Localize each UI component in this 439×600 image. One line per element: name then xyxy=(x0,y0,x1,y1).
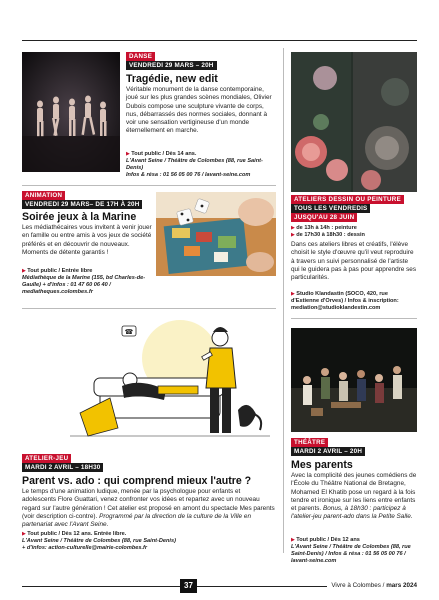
family-illustration xyxy=(70,318,270,448)
event-info-danse: ▶ Tout public / Dès 14 ans. L'Avant Seine / Théâtre de Colombes (88, rue Saint-Denis) Infos & résa : 01 56 05 00 76 / lavant-seine.com xyxy=(126,151,263,178)
magazine-issue: Vivre à Colombes / mars 2024 xyxy=(327,579,417,593)
section-separator xyxy=(22,185,276,186)
event-body-animation: Les médiathécaires vous invitent à venir jouer en famille ou entre amis à vos jeux de société préférés et en découvrir de nouveaux. Moments de détente garantis ! xyxy=(22,224,152,256)
triangle-bullet-icon: ▶ xyxy=(126,151,132,157)
section-separator xyxy=(22,308,276,309)
dance-photo xyxy=(22,52,120,172)
theatre-photo xyxy=(291,328,417,432)
date-bar-theatre: MARDI 2 AVRIL – 20H xyxy=(291,447,365,456)
page-number: 37 xyxy=(180,579,197,593)
event-body-danse: Véritable monument de la danse contemporaine, joué sur les plus grandes scènes mondiales, Olivier Dubois compose une sculpture vivante de corps, nus, débarrassés des normes sociales, donnant à voir une sensation vertigineuse d'un monde éternellement en marche. xyxy=(126,86,272,135)
event-title-danse: Tragédie, new edit xyxy=(126,73,218,85)
triangle-bullet-icon: ▶ xyxy=(291,232,297,238)
triangle-bullet-icon: ▶ xyxy=(22,531,28,537)
schedule-bar-weekly: TOUS LES VENDREDIS xyxy=(291,204,370,213)
column-divider xyxy=(283,48,284,553)
event-info-atelier-jeu: ▶ Tout public / Dès 12 ans. Entrée libre. L'Avant Seine / Théâtre de Colombes (88, rue Saint-Denis) + d'infos: action-culturelle@mairie-colombes.fr xyxy=(22,531,176,551)
atelier-times: ▶ de 13h à 14h : peinture ▶ de 17h30 à 18h30 : dessin xyxy=(291,225,365,238)
event-body-theatre: Avec la complicité des jeunes comédiens de l'École du Théâtre National de Bretagne, Mohamed El Khatib pose un regard à la fois tendre et ironique sur les liens entre enfants et parents. Bonus, à 18h30 : participez à l'atelier-jeu parent-ado dans la Petite Salle. xyxy=(291,472,417,521)
event-body-atelier-jeu: Le temps d'une animation ludique, menée par la psychologue pour enfants et adolescents Flore Guattari, venez confronter vos idées et repartez avec un nouveau regard sur l'autre génération ! Cet atelier est proposé en amont du spectacle Mes parents (voir description ci-contre). Programmé par la direction de la culture de la Ville en partenariat avec l'Avant Seine. xyxy=(22,488,275,529)
painting-artwork xyxy=(291,52,417,192)
event-info-theatre: ▶ Tout public / Dès 12 ans L'Avant Seine / Théâtre de Colombes (88, rue Saint-Denis) / Infos & résa : 01 56 05 00 76 / lavant-seine.com xyxy=(291,537,411,564)
triangle-bullet-icon: ▶ xyxy=(291,537,297,543)
event-info-ateliers: ▶ Studio Klandastin (SOCO, 420, rue d'Estienne d'Orves) / Infos & inscription: mediation@studioklandestin.com xyxy=(291,291,399,311)
schedule-bar-until: JUSQU'AU 28 JUIN xyxy=(291,213,357,222)
event-info-animation: ▶ Tout public / Entrée libre Médiathèque de la Marine (155, bd Charles-de-Gaulle) + d'infos : 01 47 60 06 40 / mediatheques.colombes.fr xyxy=(22,268,146,295)
triangle-bullet-icon: ▶ xyxy=(22,268,28,274)
top-rule xyxy=(22,40,417,41)
event-title-theatre: Mes parents xyxy=(291,459,353,471)
board-game-photo xyxy=(156,192,276,276)
category-tag-atelier-jeu: ATELIER-JEU xyxy=(22,454,71,463)
event-title-atelier-jeu: Parent vs. ado : qui comprend mieux l'autre ? xyxy=(22,475,252,487)
event-title-animation: Soirée jeux à la Marine xyxy=(22,211,137,223)
triangle-bullet-icon: ▶ xyxy=(291,225,297,231)
event-body-ateliers: Dans ces ateliers libres et créatifs, l'élève choisit le style d'œuvre qu'il veut reproduire à travers un suivi personnalisé de l'artiste qui le guidera pas à pas pour apprendre ses particularités. xyxy=(291,241,417,282)
date-bar-animation: VENDREDI 29 MARS– DE 17H À 20H xyxy=(22,200,142,209)
date-bar-atelier-jeu: MARDI 2 AVRIL – 18H30 xyxy=(22,463,103,472)
svg-text:☎: ☎ xyxy=(124,328,134,336)
section-separator xyxy=(291,318,417,319)
category-tag-danse: DANSE xyxy=(126,52,155,61)
category-tag-animation: ANIMATION xyxy=(22,191,65,200)
date-bar-danse: VENDREDI 29 MARS – 20H xyxy=(126,61,217,70)
category-tag-ateliers: ATELIERS DESSIN OU PEINTURE xyxy=(291,195,404,204)
category-tag-theatre: THÉÂTRE xyxy=(291,438,328,447)
triangle-bullet-icon: ▶ xyxy=(291,291,297,297)
